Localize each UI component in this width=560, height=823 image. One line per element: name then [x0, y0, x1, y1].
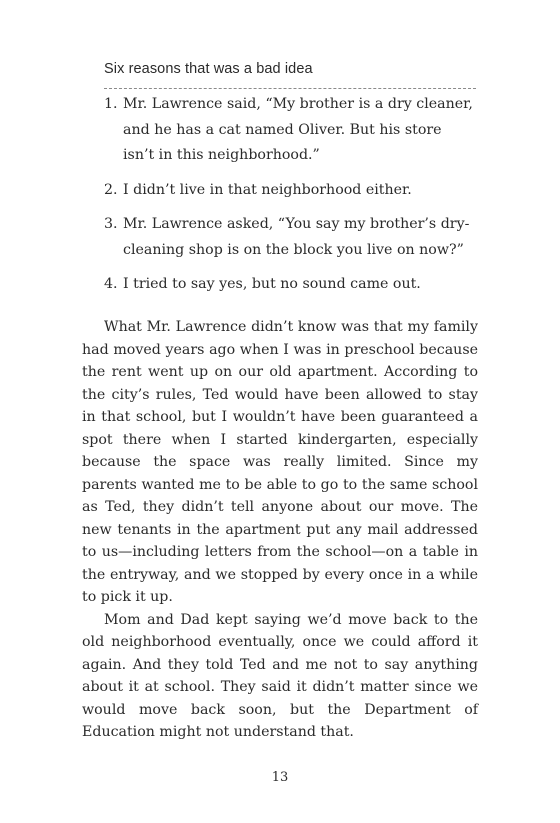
body-text	[82, 316, 478, 744]
list-heading: Six reasons that was a bad idea	[104, 61, 313, 77]
list-item	[104, 272, 476, 298]
body-paragraph: What Mr. Lawrence didn’t know was that my family had moved years ago when I was in preschool because the rent went up on our old apartment. According to the city’s rules, Ted would have been allowed to stay in that school, but I wouldn’t have been guaranteed a spot there when I started kindergarten, especially because the space was really limited. Since my parents wanted me to be able to go to the same school as Ted, they didn’t tell anyone about our move. The new tenants in the apartment put any mail addressed to us—including letters from the school—on a table in the entryway, and we stopped by every once in a while to pick it up.	[82, 319, 478, 605]
list-item-number: 2.	[104, 181, 118, 198]
list-item-number: 3.	[104, 216, 118, 232]
page-number: 13	[271, 770, 289, 785]
list-item	[104, 178, 476, 204]
list-item-text: Mr. Lawrence asked, “You say my brother’s dry-cleaning shop is on the block you live on now?”	[123, 216, 470, 258]
list-item	[104, 92, 476, 169]
body-paragraph: Mom and Dad kept saying we’d move back to the old neighborhood eventually, once we could afford it again. And they told Ted and me not to say anything about it at school. They said it didn’t matter since we would move back soon, but the Department of Education might not understand that.	[82, 611, 478, 740]
list-item-number: 1.	[104, 96, 118, 112]
list-item-number: 4.	[104, 276, 118, 292]
list-item-text: I didn’t live in that neighborhood either.	[123, 181, 412, 198]
list-item-text: I tried to say yes, but no sound came out.	[123, 276, 421, 292]
list-item	[104, 212, 476, 263]
list-item-text: Mr. Lawrence said, “My brother is a dry cleaner, and he has a cat named Oliver. But his store isn’t in this neighborhood.”	[123, 96, 473, 163]
dashed-divider	[104, 88, 476, 89]
reasons-list	[104, 92, 476, 307]
